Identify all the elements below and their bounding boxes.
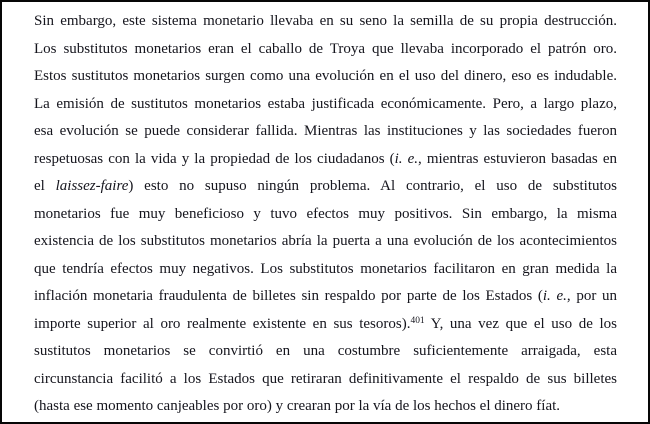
- footnote-marker: 401: [410, 316, 425, 327]
- italic-latin-abbreviation: i. e.: [542, 288, 567, 304]
- text-segment: sustitutos monetarios se convirtió en una costumbre suficientemente arraigada, esta: [34, 343, 617, 359]
- text-segment: inflación monetaria fraudulenta de billetes sin respaldo por parte de los Estados (: [34, 288, 543, 304]
- text-segment: ) esto no supuso ningún problema. Al contrario, el uso de substitutos: [128, 178, 618, 194]
- text-segment: , mientras estuvieron basadas en: [418, 150, 617, 167]
- italic-term-laissez-faire: laissez-faire: [55, 178, 129, 194]
- paragraph-line: [34, 228, 617, 256]
- text-segment: existencia de los substitutos monetarios abría la puerta a una evolución de los acontecimientos: [34, 233, 617, 249]
- paragraph-line: [34, 311, 617, 339]
- text-segment: que tendría efectos muy negativos. Los substitutos monetarios facilitaron en gran medida la: [34, 260, 617, 277]
- paragraph-line: [34, 91, 617, 119]
- paragraph-line: [34, 283, 617, 311]
- text-segment: circunstancia facilitó a los Estados que retiraran definitivamente el respaldo de sus billetes: [34, 370, 617, 387]
- paragraph-line: [34, 36, 617, 64]
- paragraph-line: [34, 63, 617, 91]
- text-segment: La emisión de sustitutos monetarios estaba justificada económicamente. Pero, a largo plazo,: [34, 95, 617, 112]
- text-segment: el: [34, 178, 56, 194]
- text-segment: (hasta ese momento canjeables por oro) y crearan por la vía de los hechos el dinero fíat.: [34, 398, 561, 414]
- text-segment: respetuosas con la vida y la propiedad de los ciudadanos (: [34, 150, 395, 167]
- paragraph-line: [34, 366, 617, 394]
- text-segment: Sin embargo, este sistema monetario llevaba en su seno la semilla de su propia destrucción.: [34, 13, 617, 29]
- paragraph-line: [34, 256, 617, 284]
- text-segment: monetarios fue muy beneficioso y tuvo efectos muy positivos. Sin embargo, la misma: [34, 205, 617, 222]
- text-segment: , por un: [566, 288, 618, 304]
- paragraph-line: [34, 201, 617, 229]
- paragraph-line: [34, 338, 617, 366]
- paragraph-line: [34, 173, 617, 201]
- text-segment: Estos sustitutos monetarios surgen como una evolución en el uso del dinero, eso es indudable.: [34, 68, 617, 84]
- paragraph-line: [34, 8, 617, 36]
- paragraph-line: [34, 118, 617, 146]
- text-segment: Los substitutos monetarios eran el caballo de Troya que llevaba incorporado el patrón oro.: [34, 40, 617, 57]
- paragraph-line: [34, 393, 617, 421]
- text-segment: esa evolución se puede considerar fallida. Mientras las instituciones y las sociedades fueron: [34, 123, 617, 139]
- paragraph-line: [34, 146, 617, 174]
- text-segment: Y, una vez que el uso de los: [424, 315, 617, 332]
- text-segment: importe superior al oro realmente existente en sus tesoros).: [34, 315, 411, 332]
- italic-latin-abbreviation: i. e.: [394, 150, 419, 167]
